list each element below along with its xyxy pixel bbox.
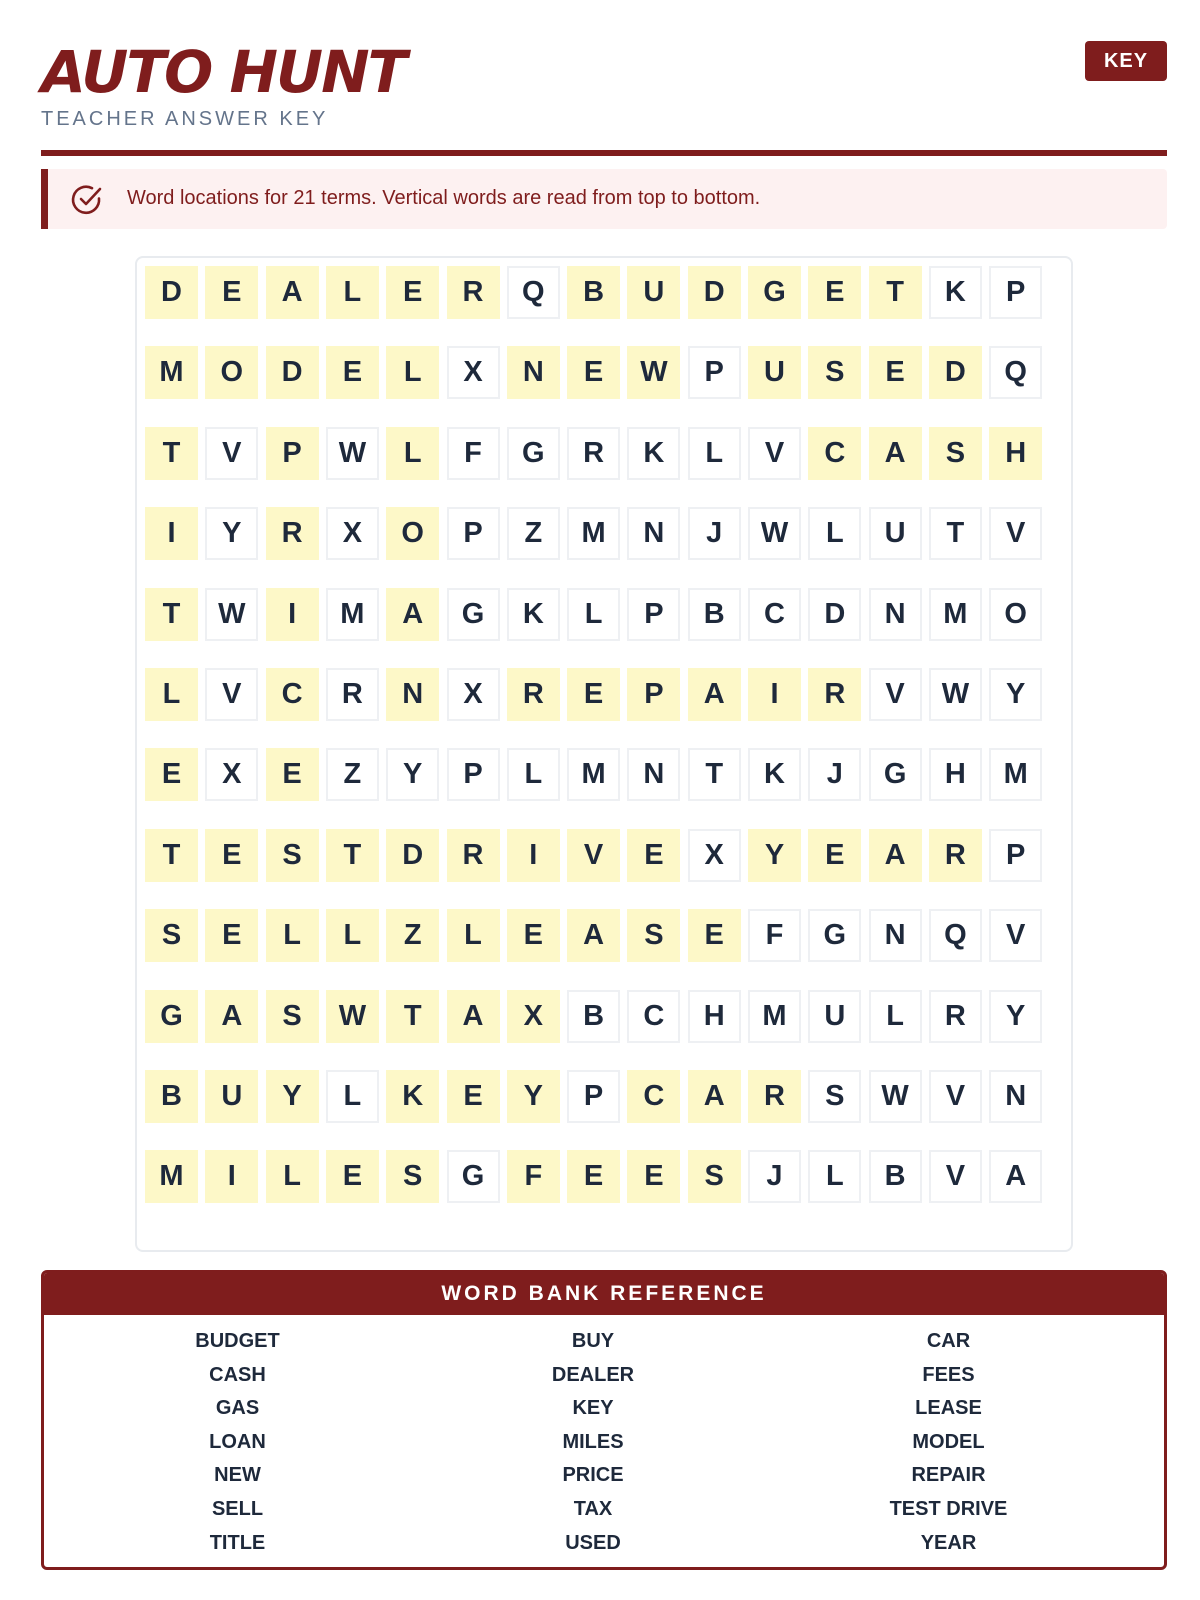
grid-cell-highlighted: E (627, 829, 680, 882)
grid-cell: M (989, 748, 1042, 801)
grid-cell: V (205, 668, 258, 721)
grid-cell-highlighted: L (386, 427, 439, 480)
grid-cell: P (627, 588, 680, 641)
grid-cell-highlighted: A (567, 909, 620, 962)
grid-cell-highlighted: V (567, 829, 620, 882)
word-bank-item: REPAIR (911, 1464, 986, 1487)
grid-cell-highlighted: C (627, 1070, 680, 1123)
grid-cell: B (567, 990, 620, 1043)
grid-cell-highlighted: M (145, 346, 198, 399)
grid-cell-highlighted: G (145, 990, 198, 1043)
grid-cell: X (688, 829, 741, 882)
grid-cell-highlighted: U (748, 346, 801, 399)
grid-cell: C (627, 990, 680, 1043)
grid-cell: V (748, 427, 801, 480)
grid-cell: B (688, 588, 741, 641)
grid-cell: G (447, 1150, 500, 1203)
grid-cell-highlighted: Y (748, 829, 801, 882)
grid-cell-highlighted: A (869, 829, 922, 882)
grid-cell-highlighted: N (386, 668, 439, 721)
word-bank-item: TITLE (209, 1531, 266, 1554)
grid-cell: L (326, 1070, 379, 1123)
grid-cell: V (929, 1150, 982, 1203)
grid-cell-highlighted: E (808, 829, 861, 882)
grid-cell-highlighted: Z (386, 909, 439, 962)
word-bank-item: LEASE (915, 1397, 982, 1420)
grid-cell-highlighted: R (929, 829, 982, 882)
grid-cell: B (869, 1150, 922, 1203)
grid-cell-highlighted: P (627, 668, 680, 721)
grid-cell-highlighted: Y (266, 1070, 319, 1123)
grid-cell: G (869, 748, 922, 801)
page-header (41, 0, 1167, 156)
grid-cell: Z (326, 748, 379, 801)
grid-cell-highlighted: E (567, 346, 620, 399)
grid-cell-highlighted: P (266, 427, 319, 480)
grid-cell: Y (989, 668, 1042, 721)
grid-cell: Z (507, 507, 560, 560)
grid-cell-highlighted: T (145, 588, 198, 641)
grid-cell-highlighted: A (447, 990, 500, 1043)
grid-cell: N (627, 748, 680, 801)
grid-cell: X (447, 668, 500, 721)
grid-cell-highlighted: D (688, 266, 741, 319)
grid-cell-highlighted: L (386, 346, 439, 399)
word-bank-item: LOAN (209, 1430, 266, 1453)
grid-cell-highlighted: S (627, 909, 680, 962)
grid-cell-highlighted: S (145, 909, 198, 962)
grid-cell-highlighted: C (266, 668, 319, 721)
grid-cell: Y (989, 990, 1042, 1043)
grid-cell-highlighted: L (145, 668, 198, 721)
grid-cell-highlighted: D (145, 266, 198, 319)
grid-cell-highlighted: S (266, 829, 319, 882)
grid-cell: G (808, 909, 861, 962)
grid-cell-highlighted: S (929, 427, 982, 480)
grid-cell-highlighted: E (386, 266, 439, 319)
grid-cell-highlighted: R (507, 668, 560, 721)
grid-cell: J (808, 748, 861, 801)
grid-cell: K (929, 266, 982, 319)
word-bank-item: CASH (209, 1363, 266, 1386)
grid-cell-highlighted: K (386, 1070, 439, 1123)
grid-cell-highlighted: E (266, 748, 319, 801)
grid-cell-highlighted: F (507, 1150, 560, 1203)
grid-cell-highlighted: I (145, 507, 198, 560)
word-bank-title: WORD BANK REFERENCE (44, 1273, 1164, 1315)
grid-cell-highlighted: G (748, 266, 801, 319)
word-bank-column (762, 1325, 1135, 1560)
grid-cell: P (989, 829, 1042, 882)
word-bank-item: SELL (211, 1497, 264, 1520)
grid-cell-highlighted: T (326, 829, 379, 882)
grid-cell-highlighted: E (326, 1150, 379, 1203)
word-bank-item: DEALER (551, 1363, 635, 1386)
word-bank-column (51, 1325, 424, 1560)
grid-cell: Q (989, 346, 1042, 399)
grid-cell: A (989, 1150, 1042, 1203)
grid-cell-highlighted: T (145, 829, 198, 882)
grid-cell-highlighted: X (507, 990, 560, 1043)
word-bank-item: NEW (214, 1464, 261, 1487)
grid-cell-highlighted: S (266, 990, 319, 1043)
grid-cell-highlighted: S (688, 1150, 741, 1203)
grid-cell-highlighted: I (266, 588, 319, 641)
grid-cell: L (808, 507, 861, 560)
grid-cell: L (869, 990, 922, 1043)
word-bank-item: PRICE (562, 1464, 624, 1487)
grid-cell-highlighted: L (326, 909, 379, 962)
grid-cell: K (627, 427, 680, 480)
grid-cell-highlighted: H (989, 427, 1042, 480)
grid-cell-highlighted: E (145, 748, 198, 801)
info-notice (41, 169, 1167, 229)
grid-cell: N (869, 588, 922, 641)
grid-cell: C (748, 588, 801, 641)
grid-cell-highlighted: D (929, 346, 982, 399)
grid-cell-highlighted: E (869, 346, 922, 399)
word-search-grid (135, 256, 1073, 1252)
grid-cell: D (808, 588, 861, 641)
grid-cell-highlighted: U (205, 1070, 258, 1123)
grid-cell-highlighted: E (567, 1150, 620, 1203)
word-bank-item: FEES (922, 1363, 975, 1386)
grid-cell-highlighted: E (205, 266, 258, 319)
grid-cell: V (989, 507, 1042, 560)
notice-text: Word locations for 21 terms. Vertical words are read from top to bottom. (127, 187, 761, 209)
word-bank-item: TAX (573, 1497, 613, 1520)
grid-cell-highlighted: O (205, 346, 258, 399)
grid-cell: M (748, 990, 801, 1043)
grid-cell: J (748, 1150, 801, 1203)
grid-cell-highlighted: M (145, 1150, 198, 1203)
grid-cell-highlighted: L (447, 909, 500, 962)
word-bank-item: BUDGET (195, 1330, 280, 1352)
grid-cell: Q (507, 266, 560, 319)
grid-cell: K (748, 748, 801, 801)
grid-cell: Y (205, 507, 258, 560)
grid-cell: Q (929, 909, 982, 962)
grid-cell-highlighted: U (627, 266, 680, 319)
grid-cell-highlighted: A (386, 588, 439, 641)
word-bank-item: KEY (572, 1397, 614, 1420)
grid-cell: W (326, 427, 379, 480)
answer-key-page (41, 0, 1167, 1554)
grid-cell-highlighted: Y (507, 1070, 560, 1123)
word-bank-column (407, 1325, 780, 1560)
grid-cell: V (869, 668, 922, 721)
grid-cell-highlighted: E (507, 909, 560, 962)
grid-cell: X (205, 748, 258, 801)
grid-cell: P (447, 748, 500, 801)
grid-cell: J (688, 507, 741, 560)
grid-cell-highlighted: E (326, 346, 379, 399)
grid-cell: N (627, 507, 680, 560)
grid-cell-highlighted: I (507, 829, 560, 882)
grid-cell: N (989, 1070, 1042, 1123)
grid-cell: F (748, 909, 801, 962)
grid-cell-highlighted: E (447, 1070, 500, 1123)
grid-cell: V (205, 427, 258, 480)
grid-cell-highlighted: B (567, 266, 620, 319)
grid-cell-highlighted: L (326, 266, 379, 319)
grid-cell: T (688, 748, 741, 801)
word-bank-item: TEST DRIVE (889, 1497, 1008, 1520)
word-bank-item: USED (565, 1531, 621, 1554)
grid-cell: H (688, 990, 741, 1043)
grid-cell: L (507, 748, 560, 801)
grid-cell-highlighted: S (386, 1150, 439, 1203)
grid-cell-highlighted: E (808, 266, 861, 319)
word-bank-item: MODEL (912, 1430, 985, 1453)
grid-cell: T (929, 507, 982, 560)
grid-cell-highlighted: E (688, 909, 741, 962)
grid-cell: P (567, 1070, 620, 1123)
grid-cell-highlighted: R (447, 829, 500, 882)
grid-cell-highlighted: W (326, 990, 379, 1043)
grid-cell: L (688, 427, 741, 480)
grid-cell-highlighted: E (567, 668, 620, 721)
grid-cell: W (205, 588, 258, 641)
grid-cell-highlighted: A (688, 1070, 741, 1123)
grid-cell: R (326, 668, 379, 721)
grid-cell: U (869, 507, 922, 560)
grid-cell: X (447, 346, 500, 399)
grid-cell-highlighted: A (266, 266, 319, 319)
grid-cell-highlighted: T (386, 990, 439, 1043)
grid-cell: P (688, 346, 741, 399)
grid-cell-highlighted: O (386, 507, 439, 560)
grid-cell: F (447, 427, 500, 480)
grid-cell: Y (386, 748, 439, 801)
grid-cell-highlighted: T (145, 427, 198, 480)
grid-cell-highlighted: B (145, 1070, 198, 1123)
grid-cell-highlighted: I (205, 1150, 258, 1203)
grid-cell: L (567, 588, 620, 641)
grid-cell-highlighted: E (205, 829, 258, 882)
word-bank-item: MILES (562, 1430, 624, 1453)
grid-cell: X (326, 507, 379, 560)
grid-cell: M (567, 748, 620, 801)
grid-cell: V (929, 1070, 982, 1123)
grid-cell-highlighted: W (627, 346, 680, 399)
check-circle-icon (70, 183, 104, 217)
word-bank (41, 1270, 1167, 1570)
page-subtitle: TEACHER ANSWER KEY (41, 108, 329, 130)
grid-cell: M (326, 588, 379, 641)
grid-cell: N (869, 909, 922, 962)
grid-cell-highlighted: A (688, 668, 741, 721)
word-bank-item: YEAR (920, 1531, 977, 1554)
grid-cell-highlighted: E (205, 909, 258, 962)
page-title: AUTO HUNT (41, 38, 406, 106)
grid-cell-highlighted: R (808, 668, 861, 721)
grid-cell-highlighted: A (205, 990, 258, 1043)
grid-cell: K (507, 588, 560, 641)
grid-cell: G (507, 427, 560, 480)
grid-cell: P (447, 507, 500, 560)
grid-cell: W (929, 668, 982, 721)
grid-cell: O (989, 588, 1042, 641)
grid-cell-highlighted: N (507, 346, 560, 399)
grid-cell-highlighted: R (447, 266, 500, 319)
word-bank-item: BUY (571, 1330, 615, 1352)
grid-cell-highlighted: A (869, 427, 922, 480)
grid-cell: L (808, 1150, 861, 1203)
grid-cell-highlighted: R (748, 1070, 801, 1123)
grid-cell: M (567, 507, 620, 560)
grid-cell: G (447, 588, 500, 641)
grid-cell-highlighted: T (869, 266, 922, 319)
grid-cell-highlighted: D (266, 346, 319, 399)
grid-cell: W (748, 507, 801, 560)
grid-cell-highlighted: S (808, 346, 861, 399)
grid-cell: R (929, 990, 982, 1043)
grid-cell: R (567, 427, 620, 480)
grid-cell: V (989, 909, 1042, 962)
grid-cell: P (989, 266, 1042, 319)
grid-cell: W (869, 1070, 922, 1123)
grid-cell: H (929, 748, 982, 801)
grid-cell-highlighted: C (808, 427, 861, 480)
word-bank-item: GAS (215, 1397, 260, 1420)
word-bank-item: CAR (926, 1330, 971, 1352)
grid-cell-highlighted: I (748, 668, 801, 721)
grid-cell-highlighted: E (627, 1150, 680, 1203)
key-badge: KEY (1085, 41, 1167, 81)
grid-cell-highlighted: D (386, 829, 439, 882)
grid-cell: U (808, 990, 861, 1043)
grid-cell: S (808, 1070, 861, 1123)
grid-cell-highlighted: L (266, 1150, 319, 1203)
grid-cell: M (929, 588, 982, 641)
grid-cell-highlighted: R (266, 507, 319, 560)
grid-cell-highlighted: L (266, 909, 319, 962)
